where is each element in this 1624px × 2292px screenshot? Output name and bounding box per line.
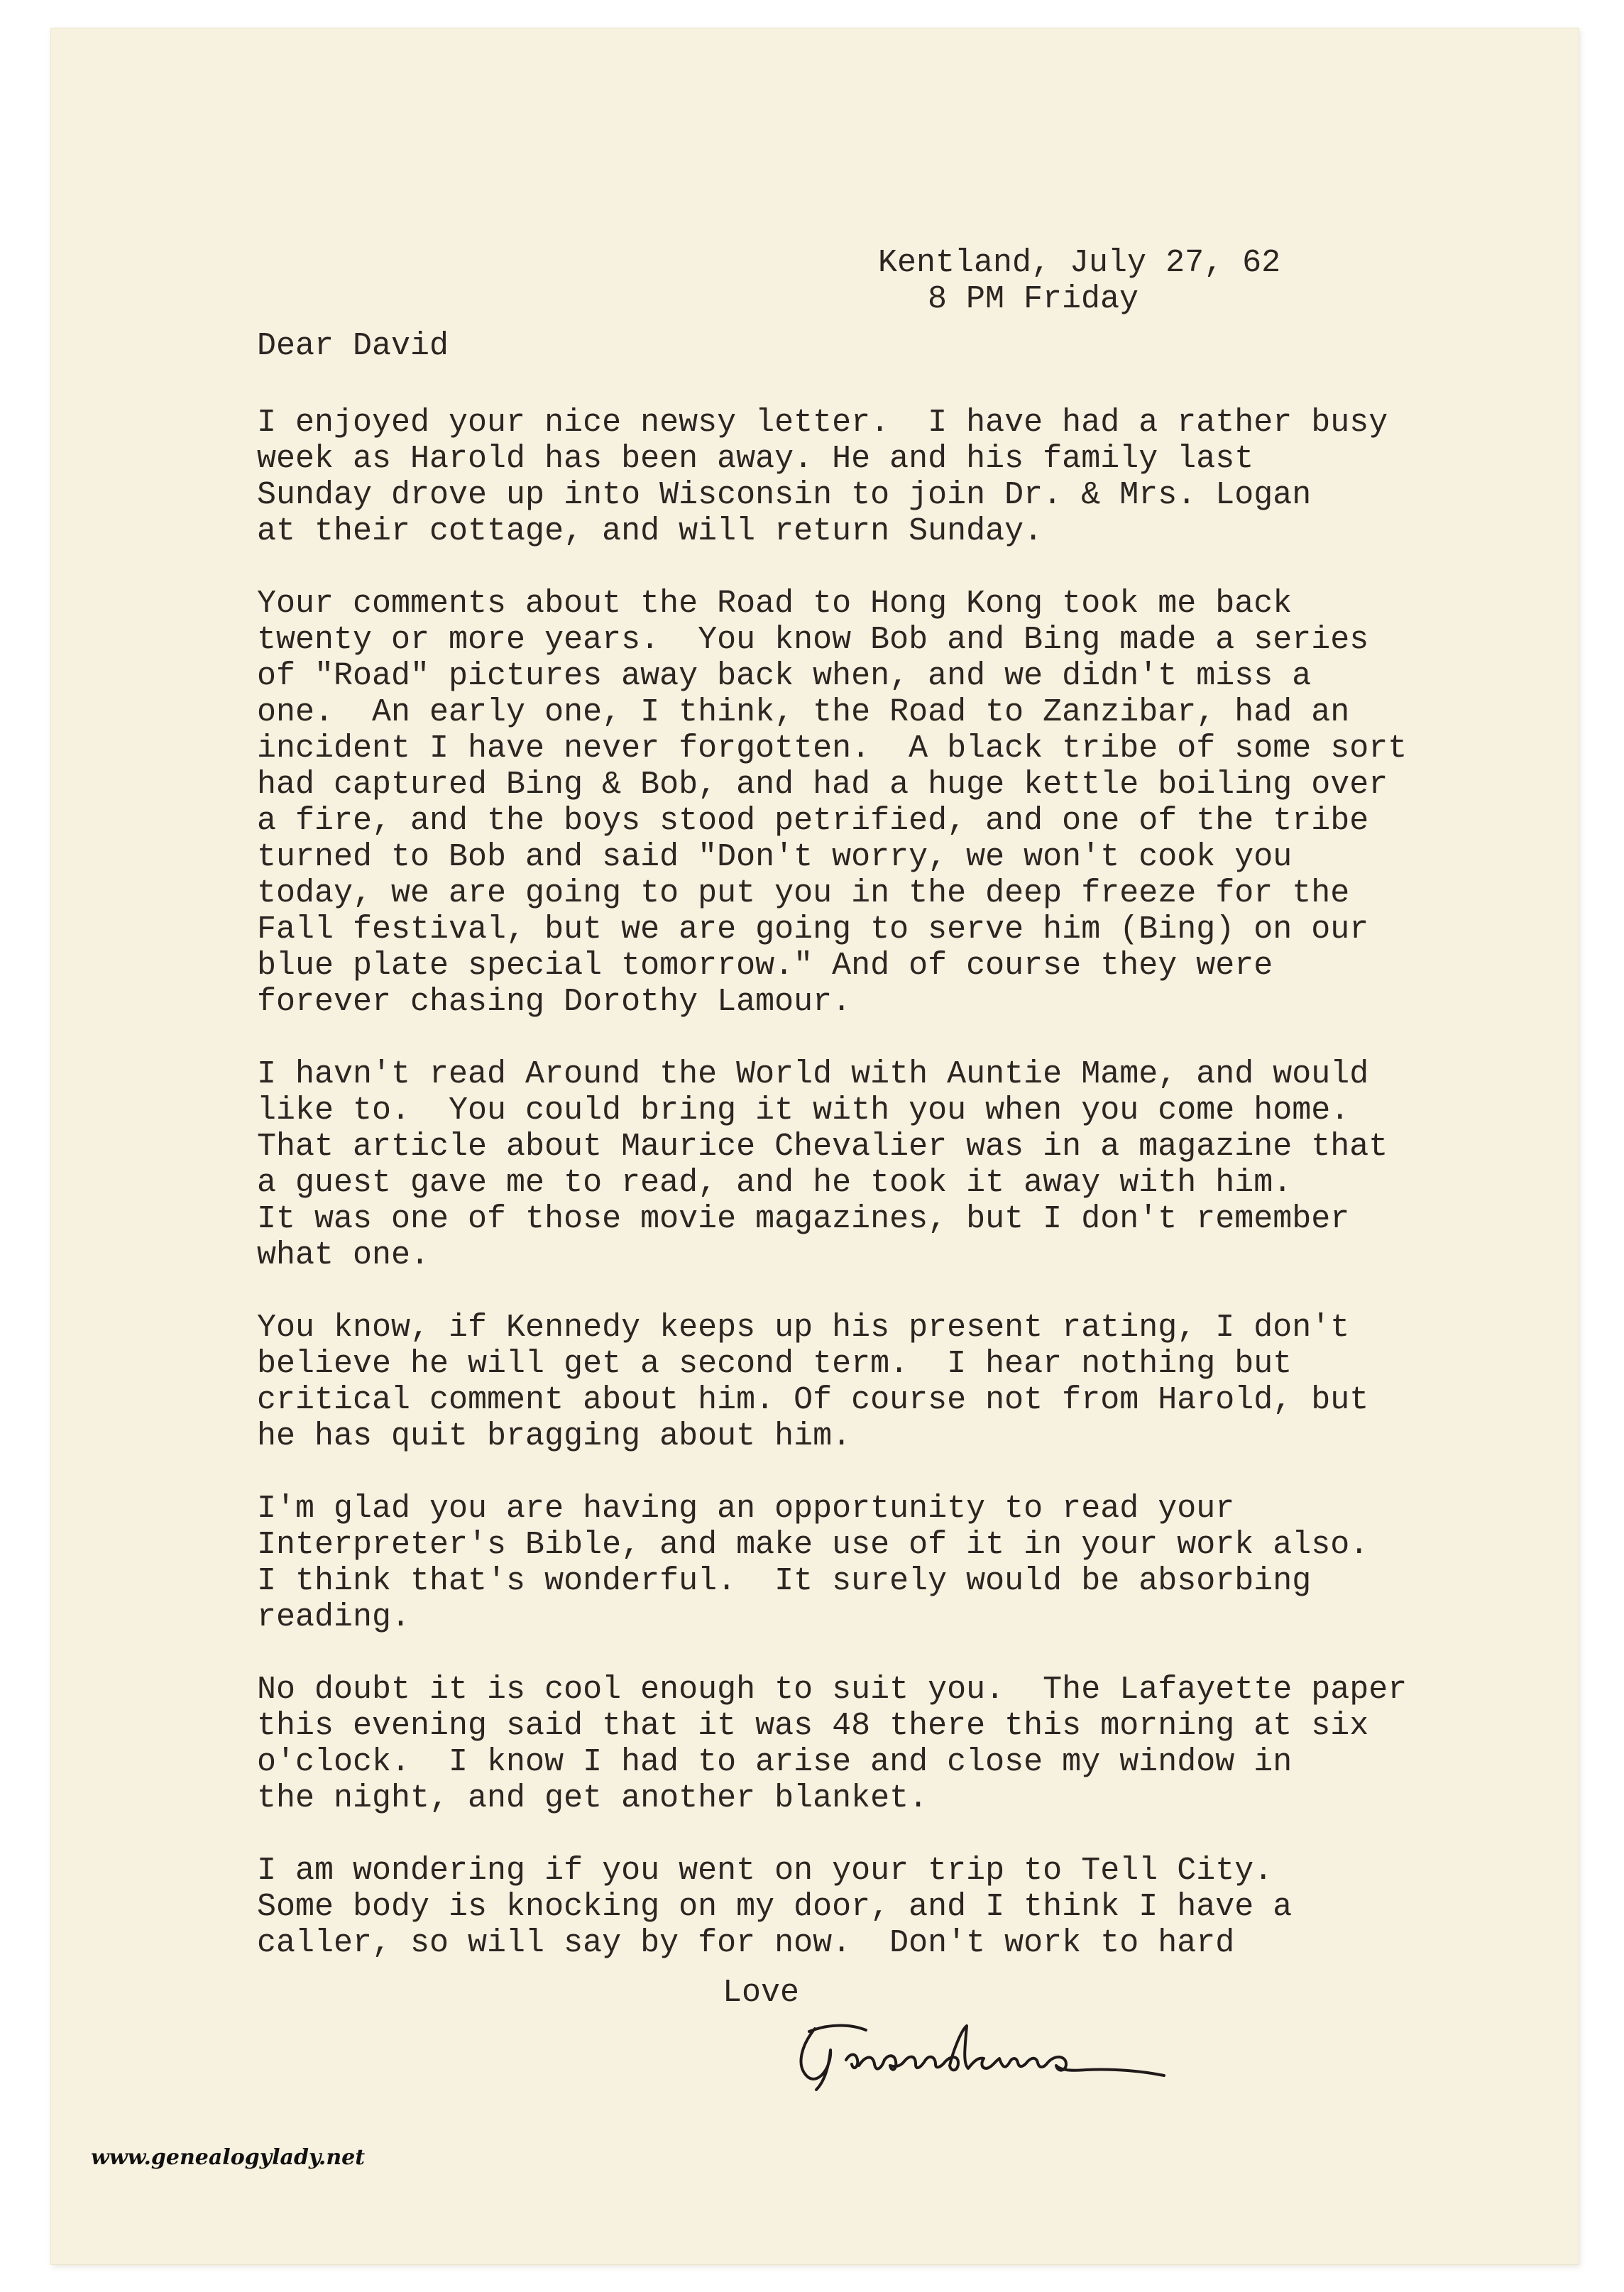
text-line: reading. — [257, 1599, 411, 1635]
text-line: forever chasing Dorothy Lamour. — [257, 984, 852, 1020]
text-line: he has quit bragging about him. — [257, 1418, 852, 1454]
text-line: turned to Bob and said "Don't worry, we won't cook you — [257, 839, 1293, 875]
paragraph — [257, 1491, 1535, 1635]
text-line: the night, and get another blanket. — [257, 1780, 928, 1816]
watermark: www.genealogylady.net — [91, 2145, 366, 2170]
dateline — [878, 245, 1280, 317]
text-line: I enjoyed your nice newsy letter. I have had a rather busy — [257, 405, 1388, 441]
paragraph — [257, 1672, 1535, 1816]
text-line: this evening said that it was 48 there this morning at six — [257, 1708, 1369, 1744]
text-line: critical comment about him. Of course not from Harold, but — [257, 1382, 1369, 1418]
text-line: No doubt it is cool enough to suit you. The Lafayette paper — [257, 1672, 1408, 1708]
text-line: Some body is knocking on my door, and I think I have a — [257, 1889, 1293, 1925]
text-line: Your comments about the Road to Hong Kong took me back — [257, 586, 1293, 622]
text-line: today, we are going to put you in the deep freeze for the — [257, 875, 1350, 911]
text-line: caller, so will say by for now. Don't work to hard — [257, 1925, 1235, 1961]
salutation: Dear David — [257, 328, 449, 364]
text-line: at their cottage, and will return Sunday. — [257, 513, 1043, 549]
paragraph — [257, 1056, 1535, 1273]
text-line: I think that's wonderful. It surely would be absorbing — [257, 1563, 1312, 1599]
text-line: a guest gave me to read, and he took it away with him. — [257, 1165, 1293, 1201]
text-line: I'm glad you are having an opportunity to read your — [257, 1491, 1235, 1527]
paragraph — [257, 405, 1535, 549]
text-line: You know, if Kennedy keeps up his present rating, I don't — [257, 1310, 1350, 1346]
letter-body — [257, 405, 1535, 1997]
text-line: had captured Bing & Bob, and had a huge kettle boiling over — [257, 767, 1388, 803]
text-line: o'clock. I know I had to arise and close my window in — [257, 1744, 1293, 1780]
signature — [788, 2016, 1185, 2094]
text-line: Interpreter's Bible, and make use of it in your work also. — [257, 1527, 1369, 1563]
text-line: It was one of those movie magazines, but I don't remember — [257, 1201, 1350, 1237]
text-line: week as Harold has been away. He and his family last — [257, 441, 1254, 477]
dateline-place-date: Kentland, July 27, 62 — [878, 245, 1281, 281]
dateline-time: 8 PM Friday — [928, 281, 1139, 317]
paragraph — [257, 1853, 1535, 1961]
text-line: blue plate special tomorrow." And of course they were — [257, 948, 1273, 984]
signature-handwriting — [788, 2016, 1185, 2094]
text-line: Sunday drove up into Wisconsin to join Dr. & Mrs. Logan — [257, 477, 1312, 513]
text-line: a fire, and the boys stood petrified, and one of the tribe — [257, 803, 1369, 839]
text-line: believe he will get a second term. I hear nothing but — [257, 1346, 1293, 1382]
closing: Love — [723, 1975, 800, 2011]
text-line: Fall festival, but we are going to serve him (Bing) on our — [257, 911, 1369, 948]
text-line: I havn't read Around the World with Auntie Mame, and would — [257, 1056, 1369, 1092]
text-line: incident I have never forgotten. A black tribe of some sort — [257, 730, 1408, 767]
text-line: what one. — [257, 1237, 430, 1273]
text-line: of "Road" pictures away back when, and we didn't miss a — [257, 658, 1312, 694]
text-line: like to. You could bring it with you when you come home. — [257, 1092, 1350, 1129]
text-line: That article about Maurice Chevalier was in a magazine that — [257, 1129, 1388, 1165]
paragraph — [257, 1310, 1535, 1454]
text-line: twenty or more years. You know Bob and Bing made a series — [257, 622, 1369, 658]
text-line: I am wondering if you went on your trip to Tell City. — [257, 1853, 1273, 1889]
text-line: one. An early one, I think, the Road to Zanzibar, had an — [257, 694, 1350, 730]
paragraph — [257, 586, 1535, 1020]
